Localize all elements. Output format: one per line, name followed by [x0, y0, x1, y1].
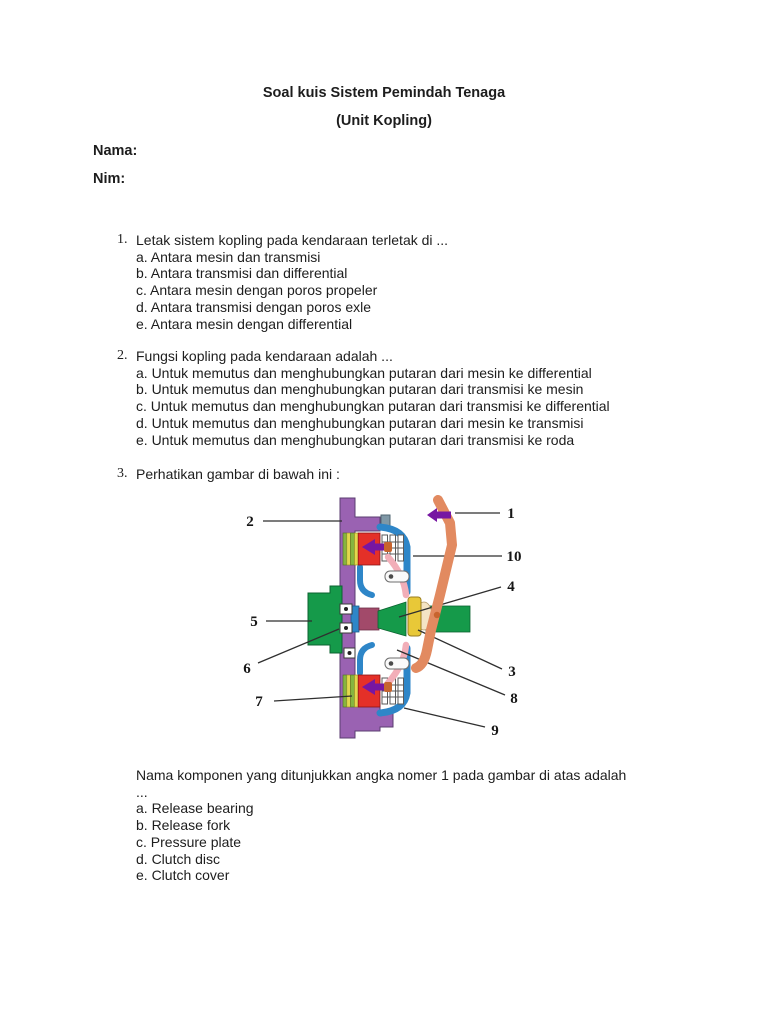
question-3-text: Perhatikan gambar di bawah ini : — [136, 466, 340, 482]
diagram-label-8: 8 — [510, 691, 518, 707]
diagram-label-7: 7 — [255, 694, 263, 710]
question-1-option-e: e. Antara mesin dengan differential — [136, 315, 353, 332]
facing-stripe — [351, 675, 355, 707]
pivot-ring-top — [385, 571, 409, 582]
facing-stripe — [351, 533, 355, 565]
facing-stripe — [347, 533, 351, 565]
arrow-stop-nub — [384, 682, 392, 692]
facing-stripe — [354, 675, 358, 707]
arrow-shaft — [375, 684, 384, 691]
input-shaft-cone — [378, 602, 406, 636]
question-3-followup-ellipsis: ... — [136, 783, 148, 800]
arrow-shaft — [437, 512, 451, 519]
name-field-label: Nama: — [93, 143, 138, 159]
question-2-option-e: e. Untuk memutus dan menghubungkan putaran dari transmisi ke roda — [136, 431, 575, 448]
diagram-label-1: 1 — [507, 506, 515, 522]
question-3-option-c: c. Pressure plate — [136, 833, 242, 850]
question-1-option-c: c. Antara mesin dengan poros propeler — [136, 282, 378, 299]
diagram-label-4: 4 — [507, 579, 515, 595]
disc-hub-top — [360, 567, 372, 595]
pivot-bolt-top — [389, 574, 394, 579]
arrow-shaft — [375, 544, 384, 551]
question-1-option-d: d. Antara transmisi dengan poros exle — [136, 298, 372, 315]
question-2-number: 2. — [117, 348, 128, 363]
question-2-option-b: b. Untuk memutus dan menghubungkan putaran dari transmisi ke mesin — [136, 381, 584, 398]
question-2-option-c: c. Untuk memutus dan menghubungkan putaran dari transmisi ke differential — [136, 398, 610, 415]
crankshaft-shape — [308, 586, 342, 653]
diagram-label-9: 9 — [491, 723, 499, 739]
hub-shaft — [359, 608, 379, 630]
diagram-label-5: 5 — [250, 614, 258, 630]
pivot-bolt-bottom — [389, 661, 394, 666]
clutch-unit-diagram — [230, 495, 540, 745]
diagram-label-6: 6 — [243, 661, 251, 677]
fork-pivot-bolt — [434, 612, 440, 618]
bearing-dot — [344, 607, 348, 611]
facing-stripe — [347, 675, 351, 707]
diagram-label-3: 3 — [508, 664, 516, 680]
question-1 — [117, 232, 737, 332]
question-3-number: 3. — [117, 466, 128, 481]
facing-stripe — [354, 533, 358, 565]
question-2-option-a: a. Untuk memutus dan menghubungkan putaran dari mesin ke differential — [136, 364, 592, 381]
question-3-option-a: a. Release bearing — [136, 800, 254, 817]
question-3-option-d: d. Clutch disc — [136, 850, 221, 867]
arrow-stop-nub — [384, 542, 392, 552]
question-3-followup — [136, 767, 696, 884]
diagram-label-2: 2 — [246, 514, 254, 530]
question-3 — [117, 466, 737, 483]
question-1-option-b: b. Antara transmisi dan differential — [136, 265, 348, 282]
leader-line-6 — [258, 629, 339, 663]
arrow-head — [427, 508, 437, 522]
question-3-option-e: e. Clutch cover — [136, 867, 230, 884]
question-3-followup-text: Nama komponen yang ditunjukkan angka nomer 1 pada gambar di atas adalah — [136, 767, 627, 783]
question-1-number: 1. — [117, 232, 128, 247]
leader-line-9 — [404, 708, 485, 727]
bearing-dot — [344, 626, 348, 630]
pivot-ring-bottom — [385, 658, 409, 669]
leader-line-8 — [397, 650, 505, 695]
diagram-label-10: 10 — [506, 549, 522, 565]
bearing-dot — [348, 651, 352, 655]
question-2 — [117, 348, 737, 448]
nim-field-label: Nim: — [93, 171, 126, 187]
facing-stripe — [343, 533, 347, 565]
question-1-text: Letak sistem kopling pada kendaraan terletak di ... — [136, 232, 449, 248]
question-2-text: Fungsi kopling pada kendaraan adalah ... — [136, 348, 393, 364]
disc-hub-bottom — [360, 645, 372, 673]
question-3-option-b: b. Release fork — [136, 817, 231, 834]
facing-stripe — [343, 675, 347, 707]
question-1-option-a: a. Antara mesin dan transmisi — [136, 248, 321, 265]
question-2-option-d: d. Untuk memutus dan menghubungkan putaran dari mesin ke transmisi — [136, 414, 584, 431]
document-subtitle: (Unit Kopling) — [336, 113, 432, 129]
document-title: Soal kuis Sistem Pemindah Tenaga — [262, 85, 506, 101]
